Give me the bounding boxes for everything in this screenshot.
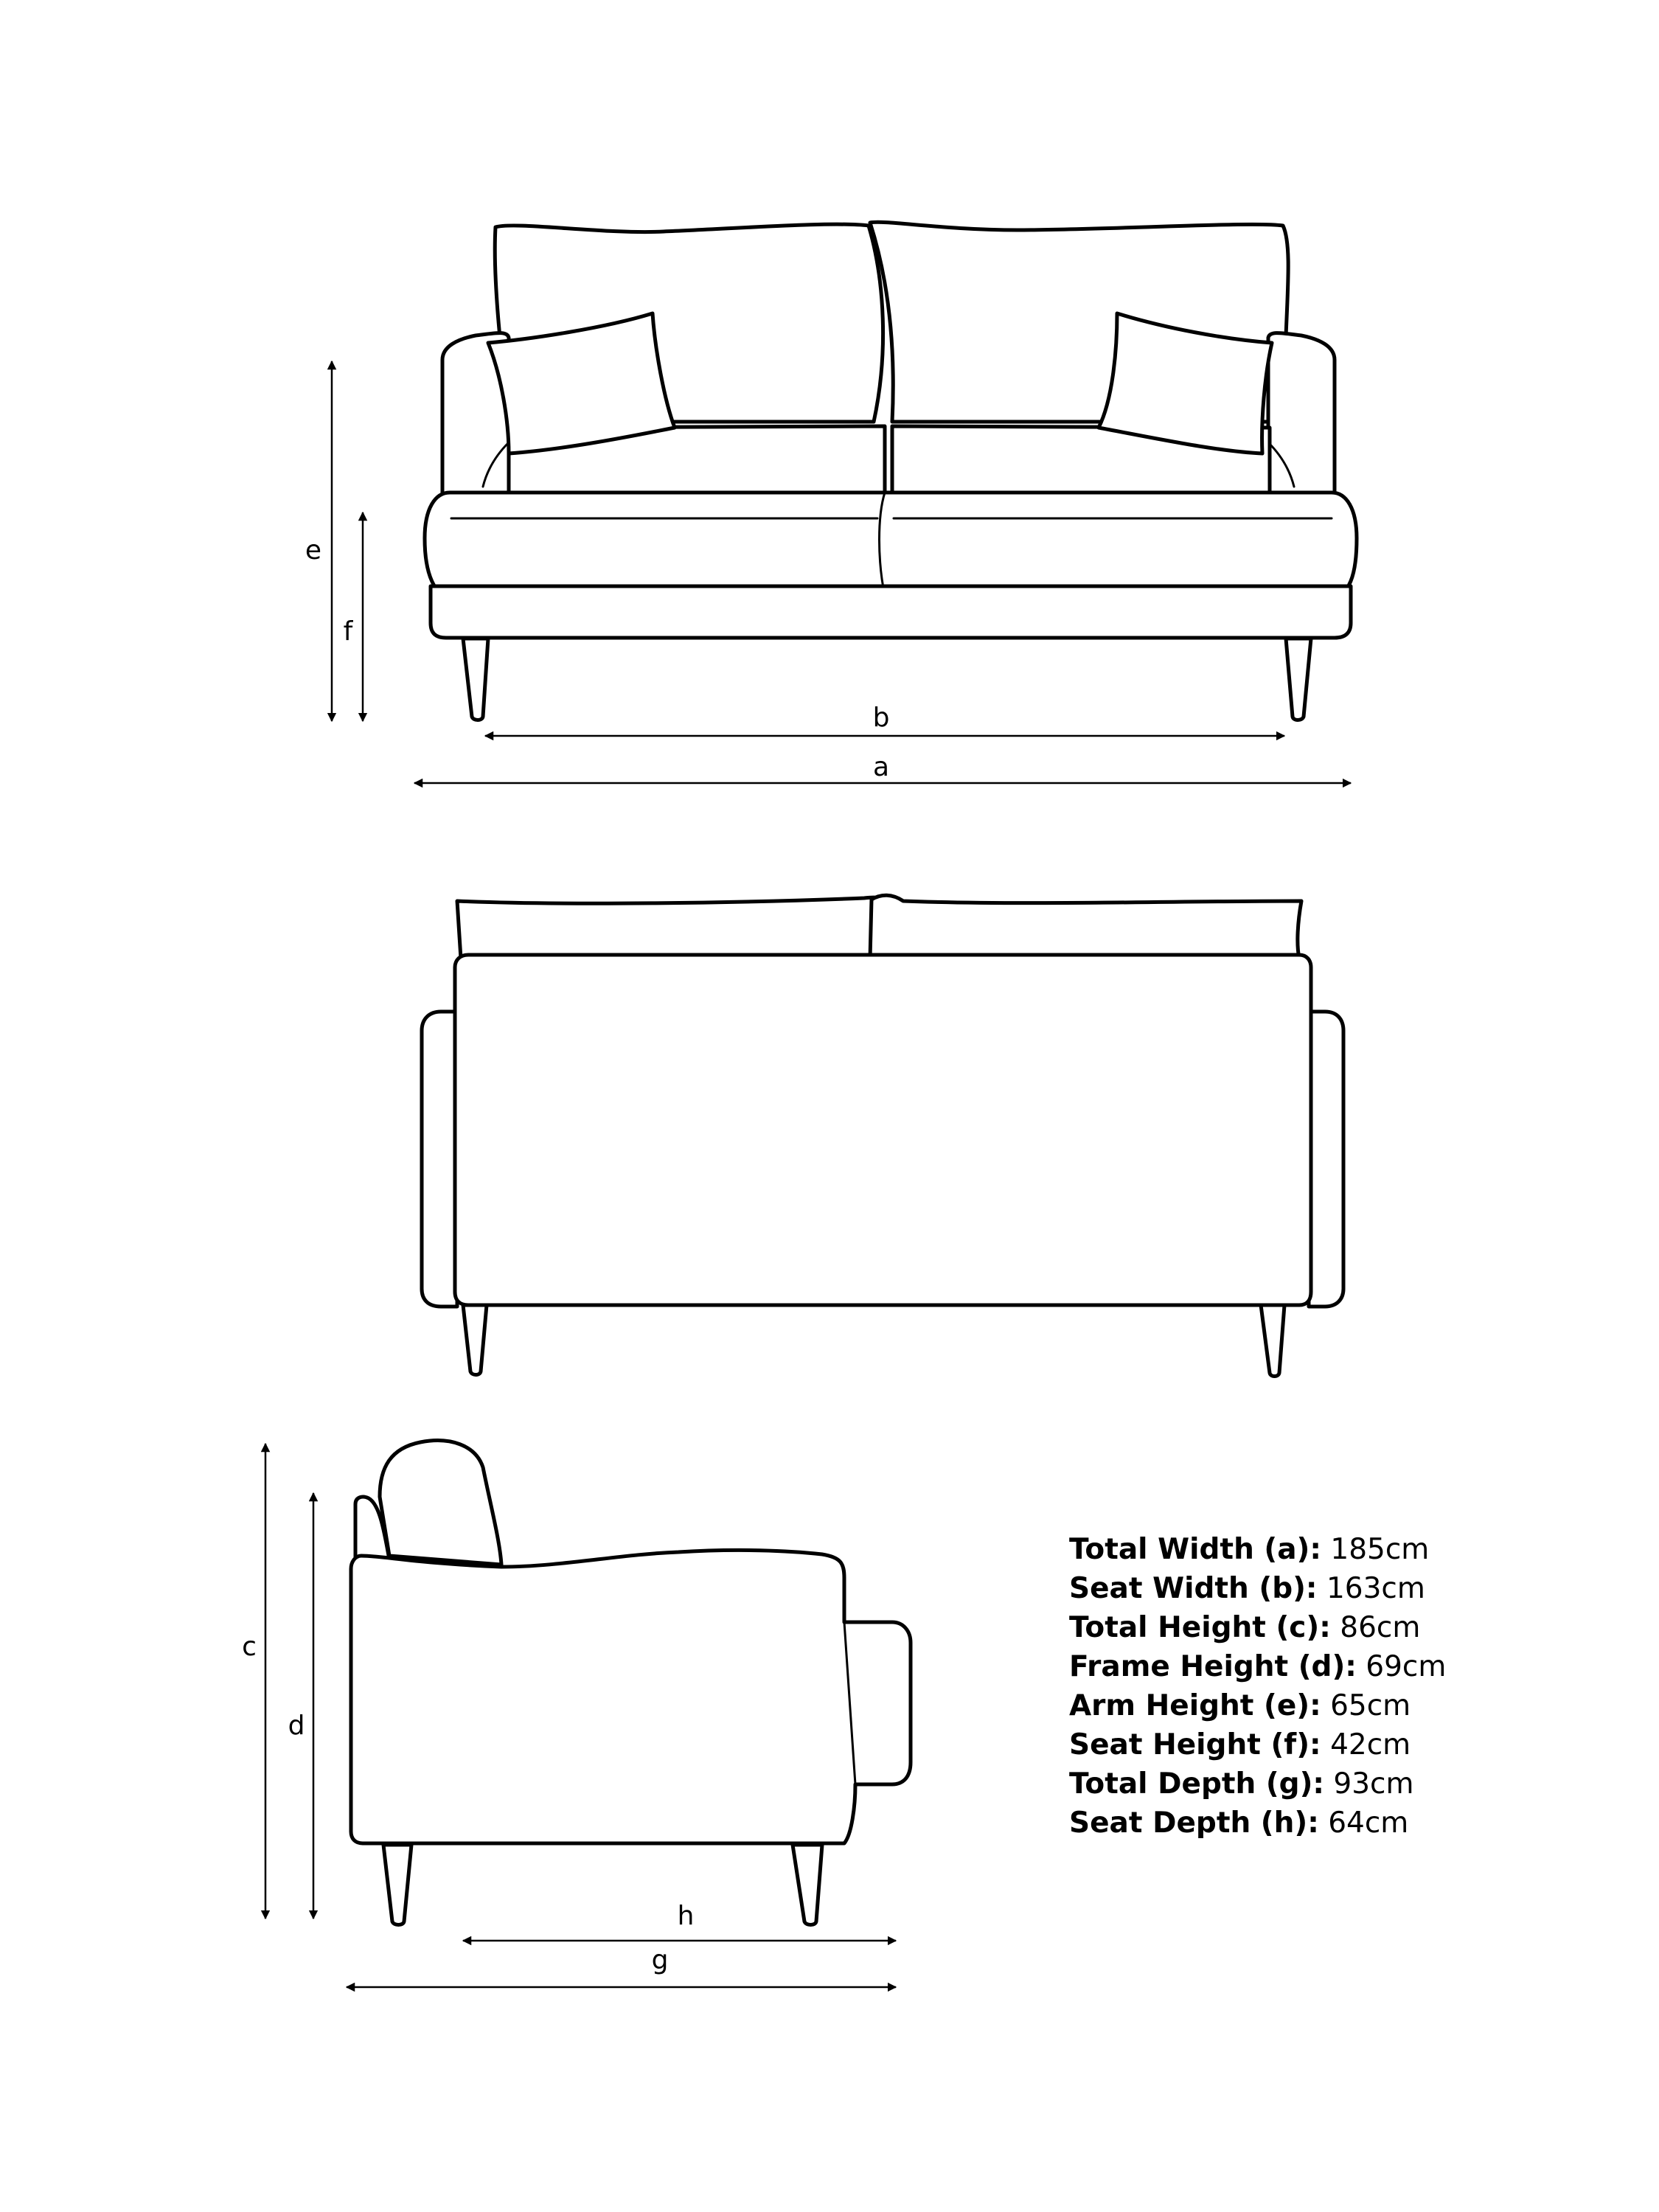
dimension-specs-list — [1069, 1530, 1446, 1843]
dimension-b-label: b — [872, 703, 890, 733]
front-view — [425, 222, 1357, 720]
dimension-e-label: e — [305, 535, 322, 566]
dimension-c-label: c — [242, 1632, 257, 1662]
dimension-g-label: g — [651, 1945, 669, 1975]
spec-seat-width: Seat Width (b): 163cm — [1069, 1572, 1425, 1605]
dimension-h-label: h — [677, 1901, 695, 1931]
spec-arm-height: Arm Height (e): 65cm — [1069, 1689, 1411, 1722]
dimension-d-label: d — [288, 1711, 305, 1741]
dimension-f-label: f — [343, 616, 353, 647]
spec-seat-height: Seat Height (f): 42cm — [1069, 1728, 1411, 1761]
back-view — [422, 895, 1343, 1376]
spec-total-width: Total Width (a): 185cm — [1069, 1533, 1430, 1566]
side-view — [351, 1441, 911, 1925]
spec-seat-depth: Seat Depth (h): 64cm — [1069, 1806, 1409, 1840]
spec-total-height: Total Height (c): 86cm — [1069, 1611, 1421, 1644]
dimension-a-label: a — [872, 752, 890, 782]
spec-frame-height: Frame Height (d): 69cm — [1069, 1650, 1447, 1683]
spec-total-depth: Total Depth (g): 93cm — [1069, 1767, 1414, 1801]
